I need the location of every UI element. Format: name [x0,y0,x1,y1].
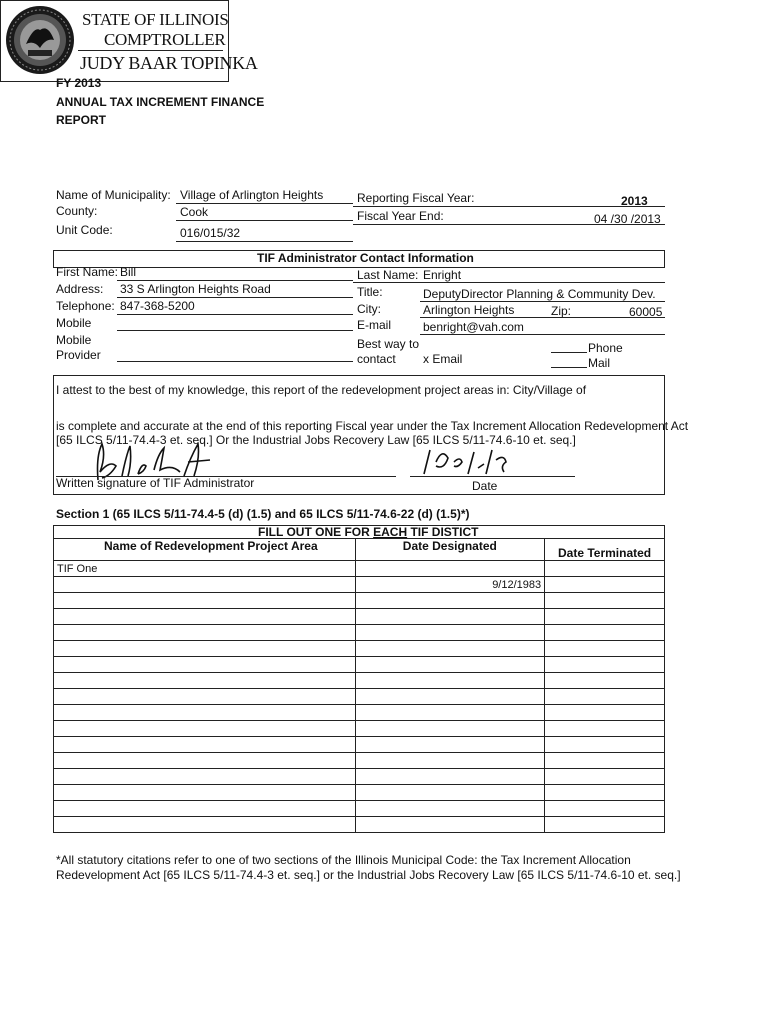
cell-name [54,769,356,785]
report-year: FY 2013 [56,76,102,90]
cell-name [54,625,356,641]
cell-designated [355,817,545,833]
redevelopment-areas-table [53,538,665,833]
contact-choice-phone: Phone [588,341,623,355]
contact-section-title: TIF Administrator Contact Information [257,251,474,265]
city-label: City: [357,302,381,316]
mobile-label: Mobile [56,316,92,330]
cell-terminated [545,577,665,593]
col-header-designated: Date Designated [355,539,545,561]
cell-name [54,641,356,657]
cell-designated: 9/12/1983 [355,577,545,593]
cell-name [54,817,356,833]
cell-designated [355,625,545,641]
table-row [54,625,665,641]
table-row [54,753,665,769]
last-name-value: Enright [423,268,462,282]
title-label: Title: [357,285,383,299]
cell-terminated [545,769,665,785]
cell-name [54,801,356,817]
fiscal-year-end-value: 04 /30 /2013 [594,212,661,226]
date-label: Date [472,479,498,493]
fiscal-year-end-label: Fiscal Year End: [357,209,444,223]
report-title-line2: REPORT [56,113,107,127]
footnote-line-1: *All statutory citations refer to one of two sections of the Illinois Municipal Code: the Tax Increment Allocation [56,853,631,867]
cell-designated [355,721,545,737]
cell-terminated [545,689,665,705]
contact-choice-email: x Email [423,352,463,366]
mail-choice-blank [551,367,587,368]
cell-name [54,689,356,705]
section-1-title: Section 1 (65 ILCS 5/11-74.4-5 (d) (1.5) and 65 ILCS 5/11-74.6-22 (d) (1.5)*) [56,507,470,521]
cell-terminated [545,561,665,577]
seal-office: COMPTROLLER [104,30,226,49]
cell-designated [355,785,545,801]
cell-name [54,593,356,609]
zip-label: Zip: [551,304,572,318]
table-row [54,593,665,609]
table-row [54,721,665,737]
table-row [54,577,665,593]
cell-terminated [545,673,665,689]
attest-line-3: [65 ILCS 5/11-74.4-3 et. seq.] Or the Industrial Jobs Recovery Law [65 ILCS 5/11-74.6-10 et. seq.] [56,433,576,447]
mobile-provider-label-2: Provider [56,348,101,362]
table-row [54,561,665,577]
cell-terminated [545,641,665,657]
seal-state: STATE OF ILLINOIS [82,10,229,29]
phone-choice-blank [551,352,587,353]
cell-name [54,737,356,753]
contact-choice-mail: Mail [588,356,611,370]
cell-name [54,609,356,625]
municipality-value: Village of Arlington Heights [180,188,324,202]
cell-designated [355,641,545,657]
zip-value: 60005 [629,305,663,319]
email-label: E-mail [357,318,392,332]
table-row [54,817,665,833]
mobile-provider-label-1: Mobile [56,333,92,347]
cell-terminated [545,657,665,673]
table-row [54,801,665,817]
table-row [54,769,665,785]
cell-terminated [545,593,665,609]
cell-name [54,721,356,737]
table-row [54,609,665,625]
email-value: benright@vah.com [423,320,524,334]
cell-designated [355,705,545,721]
city-value: Arlington Heights [423,303,515,317]
cell-terminated [545,625,665,641]
telephone-label: Telephone: [56,299,115,313]
cell-designated [355,609,545,625]
col-header-name: Name of Redevelopment Project Area [54,539,356,561]
cell-name [54,705,356,721]
table-row [54,673,665,689]
fill-out-instruction: FILL OUT ONE FOR EACH TIF DISTICT [258,525,479,539]
cell-name [54,785,356,801]
cell-name [54,673,356,689]
cell-name [54,657,356,673]
last-name-label: Last Name: [357,268,419,282]
table-row [54,705,665,721]
cell-name [54,753,356,769]
seal-name: JUDY BAAR TOPINKA [80,53,258,73]
municipality-label: Name of Municipality: [56,188,171,202]
telephone-value: 847-368-5200 [120,299,195,313]
table-row [54,737,665,753]
cell-terminated [545,737,665,753]
table-row [54,689,665,705]
cell-designated [355,801,545,817]
best-way-label-2: contact [357,352,396,366]
cell-terminated [545,817,665,833]
cell-designated [355,689,545,705]
table-row [54,657,665,673]
first-name-label: First Name: [56,265,119,279]
unit-code-value: 016/015/32 [180,226,241,240]
col-header-terminated: Date Terminated [545,539,665,561]
fiscal-year-label: Reporting Fiscal Year: [357,191,475,205]
unit-code-label: Unit Code: [56,223,113,237]
cell-designated [355,737,545,753]
address-value: 33 S Arlington Heights Road [120,282,271,296]
cell-terminated [545,753,665,769]
cell-terminated [545,721,665,737]
title-value: DeputyDirector Planning & Community Dev. [423,287,656,301]
first-name-value: Bill [120,265,137,279]
state-seal-icon [4,4,76,76]
cell-terminated [545,609,665,625]
county-label: County: [56,204,98,218]
county-value: Cook [180,205,209,219]
cell-name: TIF One [54,561,356,577]
signature-label: Written signature of TIF Administrator [56,476,255,490]
cell-terminated [545,705,665,721]
cell-designated [355,657,545,673]
cell-designated [355,769,545,785]
attest-line-2: is complete and accurate at the end of this reporting Fiscal year under the Tax Increment Allocation Redevelopment Act [56,419,689,433]
footnote-line-2: Redevelopment Act [65 ILCS 5/11-74.4-3 et. seq.] or the Industrial Jobs Recovery Law [65 ILCS 5/11-74.6-10 et. seq.] [56,868,681,882]
handwritten-date-icon [420,440,515,480]
fiscal-year-value: 2013 [621,194,648,208]
attest-line-1: I attest to the best of my knowledge, this report of the redevelopment project areas in: City/Village of [56,383,587,397]
address-label: Address: [56,282,104,296]
cell-designated [355,561,545,577]
cell-designated [355,753,545,769]
cell-terminated [545,801,665,817]
comptroller-seal-box [0,0,258,82]
cell-designated [355,673,545,689]
table-row [54,785,665,801]
report-title: ANNUAL TAX INCREMENT FINANCE [56,95,265,109]
cell-name [54,577,356,593]
table-row [54,641,665,657]
cell-designated [355,593,545,609]
best-way-label-1: Best way to [357,337,420,351]
cell-terminated [545,785,665,801]
